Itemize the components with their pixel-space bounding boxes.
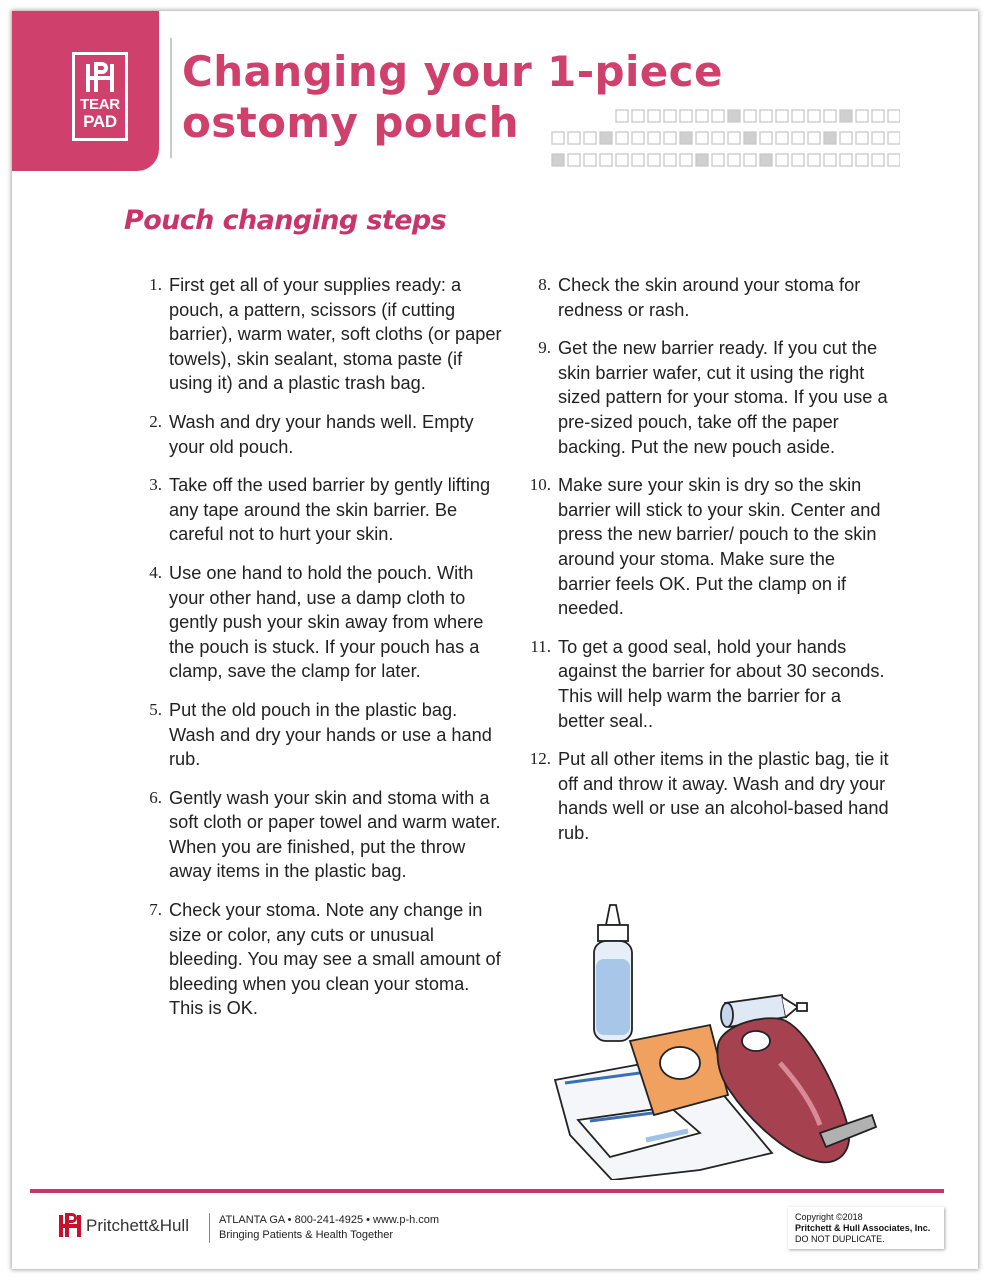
step-item	[130, 898, 502, 1021]
copyright-line1: Copyright ©2018	[795, 1212, 863, 1222]
step-text: Take off the used barrier by gently lifting any tape around the skin barrier. Be careful not to hurt your skin.	[169, 475, 491, 545]
skin-sealant-bottle-illustration	[594, 905, 632, 1041]
step-number: 2.	[149, 411, 162, 431]
step-item	[519, 336, 891, 459]
step-item	[519, 747, 891, 845]
step-text: Gently wash your skin and stoma with a soft cloth or paper towel and warm water. When you are finished, put the throw away items in the plastic bag.	[169, 787, 501, 882]
step-item	[130, 273, 502, 396]
step-text: Check your stoma. Note any change in size or color, any cuts or unusual bleeding. You may see a small amount of bleeding when you clean your stoma. This is OK.	[169, 900, 501, 1019]
step-text: Get the new barrier ready. If you cut the skin barrier wafer, cut it using the right sized pattern for your stoma. If you use a pre-sized pouch, take off the paper backing. Put the new pouch aside.	[558, 338, 888, 457]
footer-contact-info	[219, 1213, 439, 1243]
section-heading: Pouch changing steps	[124, 205, 447, 236]
step-text: Make sure your skin is dry so the skin barrier will stick to your skin. Center and press the new barrier/ pouch to the skin around your stoma. Make sure the barrier feels OK. Put the clamp on if needed.	[558, 475, 881, 619]
ostomy-supplies-illustration	[550, 895, 900, 1180]
step-text: First get all of your supplies ready: a pouch, a pattern, scissors (if cutting barrier), warm water, soft cloths (or paper towels), skin sealant, stoma paste (if using it) and a plastic trash bag.	[169, 275, 502, 394]
step-number: 8.	[538, 275, 551, 294]
page-title-line1: Changing your 1-piece	[182, 47, 723, 96]
step-item	[130, 698, 502, 772]
step-text: Use one hand to hold the pouch. With your other hand, use a damp cloth to gently push your skin away from where the pouch is stuck. If your pouch has a clamp, save the clamp for later.	[169, 562, 484, 682]
tear-pad-logo-text-line1: TEAR	[80, 96, 120, 113]
step-item	[130, 410, 502, 459]
step-text: Put the old pouch in the plastic bag. Wash and dry your hands or use a hand rub.	[169, 699, 492, 770]
step-number: 1.	[149, 275, 162, 294]
step-item	[519, 473, 891, 621]
decorative-square-grid	[550, 106, 900, 168]
footer-vertical-divider	[209, 1213, 210, 1243]
copyright-line3: DO NOT DUPLICATE.	[795, 1234, 885, 1244]
tear-pad-logo-frame	[72, 52, 128, 141]
tear-pad-logo-text-line2: PAD	[83, 112, 117, 131]
step-text: Check the skin around your stoma for redness or rash.	[558, 275, 861, 320]
step-text: Put all other items in the plastic bag, tie it off and throw it away. Wash and dry your hands well or use an alcohol-based hand rub.	[558, 749, 889, 843]
footer-brand-name: Pritchett&Hull	[86, 1216, 189, 1235]
step-number: 6.	[149, 787, 162, 807]
step-item	[130, 786, 502, 884]
page-title-line2: ostomy pouch	[182, 98, 519, 147]
copyright-line2: Pritchett & Hull Associates, Inc.	[795, 1223, 931, 1233]
step-number: 7.	[149, 900, 162, 920]
footer-contact-line: ATLANTA GA • 800-241-4925 • www.p-h.com	[219, 1214, 440, 1226]
footer-tagline: Bringing Patients & Health Together	[219, 1229, 394, 1241]
step-item	[130, 561, 502, 684]
step-number: 12.	[529, 749, 551, 769]
pritchett-hull-logo-icon	[57, 1211, 85, 1237]
step-number: 10.	[529, 475, 551, 495]
step-item	[519, 635, 891, 733]
steps-list-right	[519, 273, 891, 859]
step-number: 4.	[149, 562, 162, 582]
steps-list-left	[130, 273, 502, 1035]
pritchett-hull-p-h-mark-icon	[82, 58, 118, 94]
step-item	[130, 473, 502, 547]
step-number: 9.	[538, 338, 551, 358]
step-text: To get a good seal, hold your hands against the barrier for about 30 seconds. This will help warm the barrier for a better seal..	[558, 636, 885, 731]
copyright-notice	[788, 1207, 944, 1249]
handout-page	[12, 11, 978, 1269]
footer-divider-line	[30, 1189, 944, 1193]
tear-pad-logo	[12, 11, 159, 171]
step-number: 3.	[149, 475, 162, 495]
step-number: 5.	[149, 699, 162, 719]
step-text: Wash and dry your hands well. Empty your old pouch.	[169, 411, 474, 457]
step-item	[519, 273, 891, 322]
step-number: 11.	[530, 636, 551, 656]
title-divider	[170, 38, 172, 158]
